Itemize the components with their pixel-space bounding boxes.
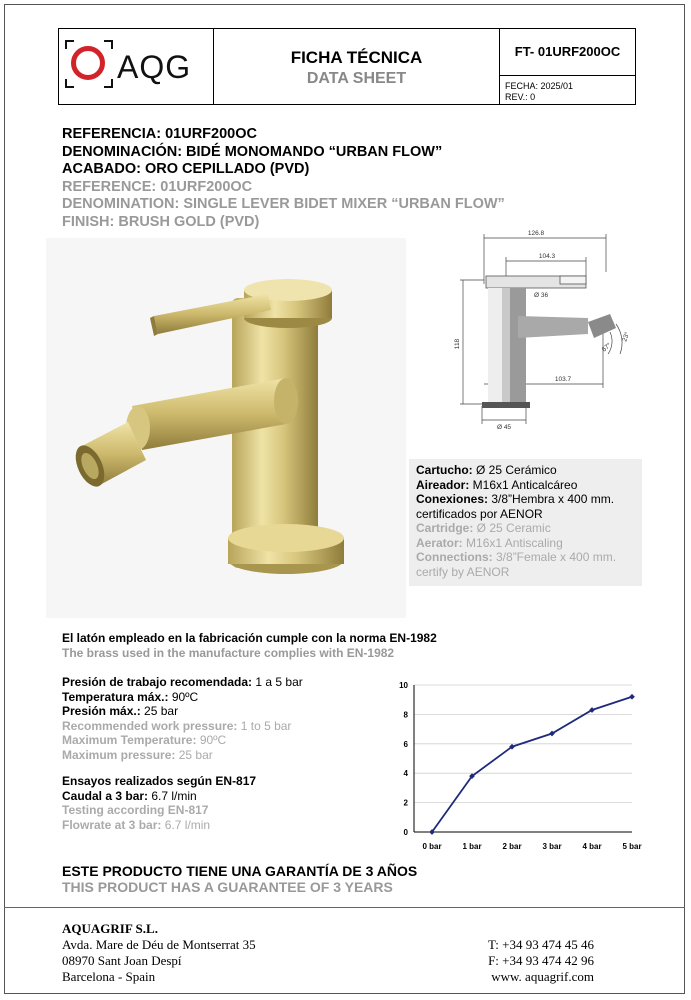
sheet-date: FECHA: 2025/01	[505, 81, 574, 91]
footer-contact	[488, 937, 594, 985]
spec-connections-es: Conexiones: 3/8”Hembra x 400 mm.	[416, 492, 615, 506]
x-tick-label: 4 bar	[582, 842, 602, 851]
tests-title-es: Ensayos realizados según EN-817	[62, 774, 257, 788]
logo-corner-icon	[104, 40, 113, 49]
y-tick-label: 4	[403, 769, 408, 779]
title-cell	[214, 29, 500, 104]
x-tick-label: 5 bar	[622, 842, 642, 851]
sheet-code: FT- 01URF200OC	[500, 29, 635, 76]
code-cell	[500, 29, 635, 104]
spec-cert-en: certify by AENOR	[416, 564, 510, 579]
fax: F: +34 93 474 42 96	[488, 953, 594, 968]
pressure-max-es: Presión máx.: 25 bar	[62, 704, 179, 718]
specs-box	[409, 459, 642, 586]
denomination-en: DENOMINATION: SINGLE LEVER BIDET MIXER “URBAN FLOW”	[62, 196, 505, 212]
brass-es: El latón empleado en la fabricación cumple con la norma EN-1982	[62, 631, 437, 645]
dim-total-width: 126.8	[527, 230, 545, 237]
sheet-rev: REV.: 0	[505, 92, 536, 102]
logo-corner-icon	[65, 40, 74, 49]
y-tick-label: 8	[403, 710, 408, 720]
reference-en: REFERENCE: 01URF200OC	[62, 178, 253, 195]
finish-en: FINISH: BRUSH GOLD (PVD)	[62, 213, 260, 230]
header-table	[58, 28, 636, 105]
logo-corner-icon	[65, 79, 74, 88]
tests-section	[62, 774, 256, 832]
spec-cert-es: certificados por AENOR	[416, 506, 543, 521]
flow-data-point	[629, 694, 635, 700]
flow-en: Flowrate at 3 bar: 6.7 l/min	[62, 817, 211, 832]
dim-spout-reach: 103.7	[554, 376, 572, 383]
y-tick-label: 0	[403, 828, 408, 837]
website-link[interactable]: www. aquagrif.com	[491, 969, 594, 984]
dim-body-diameter: Ø 36	[534, 292, 549, 299]
spec-connections-en: Connections: 3/8”Female x 400 mm.	[416, 550, 617, 564]
spec-cartridge-en: Cartridge: Ø 25 Ceramic	[416, 521, 551, 535]
pressure-section	[62, 675, 303, 762]
tests-title-en: Testing according EN-817	[62, 803, 209, 817]
spec-aerator-en: Aerator: M16x1 Antiscaling	[416, 535, 563, 550]
sheet-meta	[505, 81, 573, 103]
flow-series-line	[432, 697, 632, 832]
dim-angle-lower: 67°	[600, 341, 613, 354]
company-name: AQUAGRIF S.L.	[62, 921, 158, 936]
dim-spout-length: 104.3	[538, 253, 556, 260]
y-tick-label: 2	[403, 798, 408, 808]
pressure-recommended-es: Presión de trabajo recomendada: 1 a 5 bar	[62, 675, 303, 689]
finish-es: ACABADO: ORO CEPILLADO (PVD)	[62, 161, 310, 177]
reference-es: REFERENCIA: 01URF200OC	[62, 126, 257, 142]
technical-drawing	[448, 224, 653, 434]
x-tick-label: 0 bar	[422, 842, 442, 851]
product-titles	[62, 126, 505, 231]
temperature-max-es: Temperatura máx.: 90ºC	[62, 689, 199, 704]
flow-chart	[392, 675, 642, 855]
guarantee-en: THIS PRODUCT HAS A GUARANTEE OF 3 YEARS	[62, 879, 393, 895]
address-line: Avda. Mare de Déu de Montserrat 35	[62, 937, 256, 952]
logo-text: AQG	[117, 49, 192, 85]
x-tick-label: 2 bar	[502, 842, 522, 851]
pressure-max-en: Maximum pressure: 25 bar	[62, 747, 213, 762]
flow-es: Caudal a 3 bar: 6.7 l/min	[62, 788, 197, 803]
spec-aerator-es: Aireador: M16x1 Anticalcáreo	[416, 477, 578, 492]
y-tick-label: 6	[403, 739, 408, 749]
dimension-drawing-svg	[448, 224, 653, 434]
logo-cell	[59, 29, 214, 104]
guarantee-es: ESTE PRODUCTO TIENE UNA GARANTÍA DE 3 AÑOS	[62, 863, 418, 879]
brass-en: The brass used in the manufacture complies with EN-1982	[62, 646, 395, 660]
pressure-recommended-en: Recommended work pressure: 1 to 5 bar	[62, 718, 292, 733]
dim-base-diameter: Ø 45	[496, 424, 512, 431]
product-photo	[46, 238, 406, 618]
temperature-max-en: Maximum Temperature: 90ºC	[62, 733, 227, 747]
guarantee	[62, 863, 417, 895]
logo-corner-icon	[104, 79, 113, 88]
sheet-subtitle: DATA SHEET	[306, 70, 407, 87]
bidet-mixer-illustration	[46, 238, 406, 618]
spec-cartridge-es: Cartucho: Ø 25 Cerámico	[416, 463, 557, 477]
y-tick-label: 10	[399, 681, 408, 690]
address-line: 08970 Sant Joan Despí	[62, 953, 182, 968]
flow-chart-svg	[392, 675, 642, 855]
logo-ring-icon	[71, 46, 105, 80]
footer-address	[62, 921, 256, 985]
address-line: Barcelona - Spain	[62, 969, 156, 984]
brass-statement	[62, 631, 437, 661]
x-tick-label: 3 bar	[542, 842, 562, 851]
phone: T: +34 93 474 45 46	[488, 937, 594, 952]
dim-angle-upper: 23°	[621, 331, 632, 343]
denomination-es: DENOMINACIÓN: BIDÉ MONOMANDO “URBAN FLOW”	[62, 143, 443, 160]
footer-divider	[4, 907, 685, 908]
sheet-title: FICHA TÉCNICA	[290, 48, 423, 67]
dim-height: 118	[454, 338, 461, 350]
x-tick-label: 1 bar	[462, 842, 482, 851]
